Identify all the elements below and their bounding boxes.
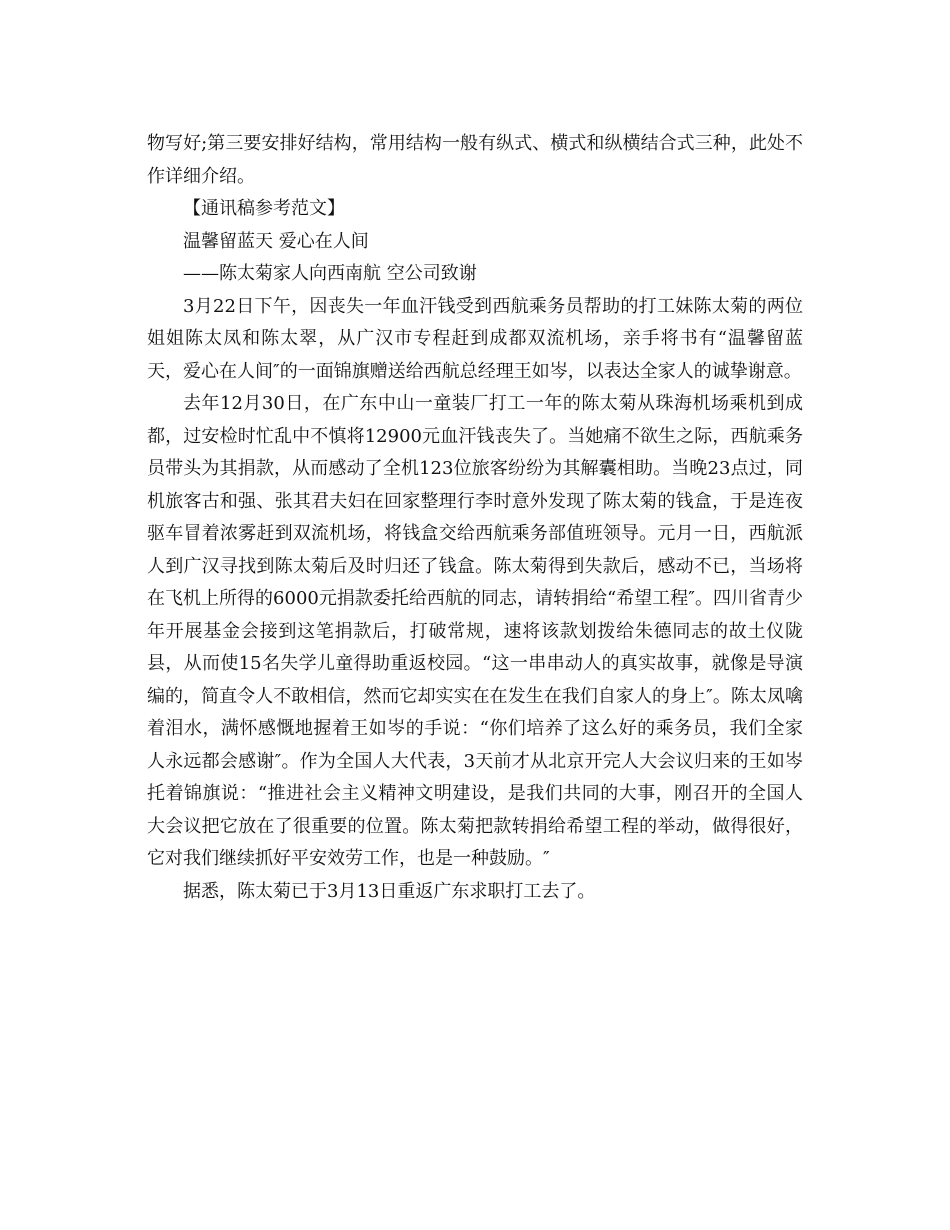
paragraph-1: 3月22日下午，因丧失一年血汗钱受到西航乘务员帮助的打工妹陈太菊的两位姐姐陈太凤和陈太翠，从广汉市专程赶到成都双流机场，亲手将书有“温馨留蓝天，爱心在人间″的一面锦旗赠送给西航总经理王如岑，以表达全家人的诚挚谢意。 <box>147 295 803 382</box>
paragraph-3: 据悉，陈太菊已于3月13日重返广东求职打工去了。 <box>183 880 596 902</box>
document-body <box>147 128 803 908</box>
paragraph-2: 去年12月30日，在广东中山一童装厂打工一年的陈太菊从珠海机场乘机到成都，过安检时忙乱中不慎将12900元血汗钱丧失了。当她痛不欲生之际，西航乘务员带头为其捐款，从而感动了全机123位旅客纷纷为其解囊相助。当晚23点过，同机旅客古和强、张其君夫妇在回家整理行李时意外发现了陈太菊的钱盒，于是连夜驱车冒着浓雾赶到双流机场，将钱盒交给西航乘务部值班领导。元月一日，西航派人到广汉寻找到陈太菊后及时归还了钱盒。陈太菊得到失款后，感动不已，当场将在飞机上所得的6000元捐款委托给西航的同志，请转捐给“希望工程″。四川省青少年开展基金会接到这笔捐款后，打破常规，速将该款划拨给朱德同志的故土仪陇县，从而使15名失学儿童得助重返校园。“这一串串动人的真实故事，就像是导演编的，简直令人不敢相信，然而它却实实在在发生在我们自家人的身上″。陈太凤噙着泪水，满怀感慨地握着王如岑的手说：“你们培养了这么好的乘务员，我们全家人永远都会感谢″。作为全国人大代表，3天前才从北京开完人大会议归来的王如岑托着锦旗说：“推进社会主义精神文明建设，是我们共同的大事，刚召开的全国人大会议把它放在了很重要的位置。陈太菊把款转捐给希望工程的举动，做得很好，它对我们继续抓好平安效劳工作，也是一种鼓励。″ <box>147 393 803 869</box>
article-title: 温馨留蓝天 爱心在人间 <box>183 230 369 252</box>
paragraph-continuation: 物写好;第三要安排好结构，常用结构一般有纵式、横式和纵横结合式三种，此处不作详细介绍。 <box>147 133 803 187</box>
article-subtitle: ——陈太菊家人向西南航 空公司致谢 <box>183 263 477 284</box>
section-heading: 【通讯稿参考范文】 <box>183 198 345 219</box>
